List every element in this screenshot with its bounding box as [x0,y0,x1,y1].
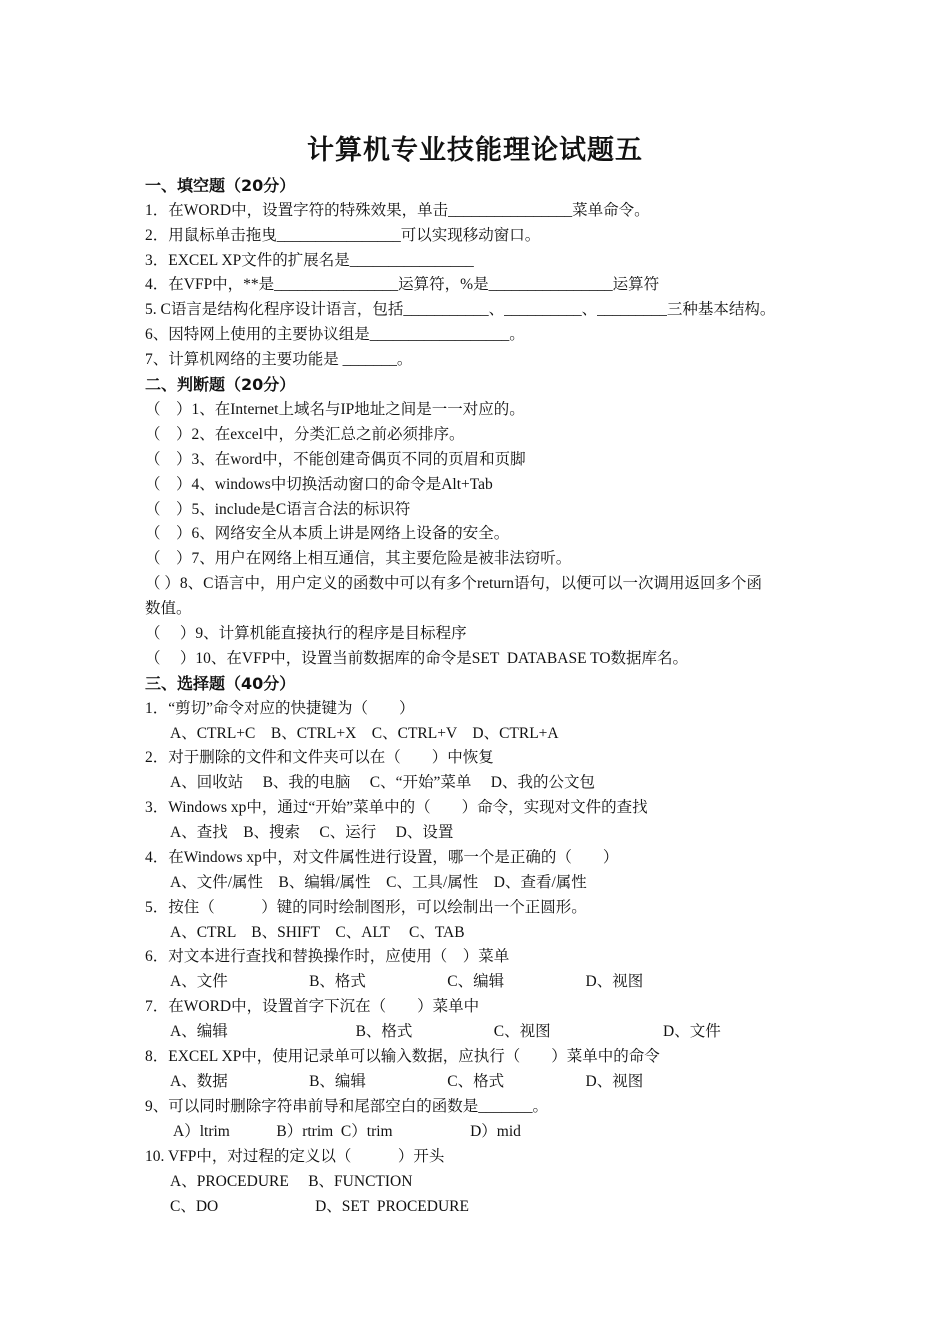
answer-options: A、回收站 B、我的电脑 C、“开始”菜单 D、我的公文包 [170,774,595,791]
answer-options: A、查找 B、搜索 C、运行 D、设置 [170,824,454,841]
question-item: 8．EXCEL XP中，使用记录单可以输入数据，应执行（ ）菜单中的命令 [145,1048,660,1065]
page-title: 计算机专业技能理论试题五 [307,135,643,166]
question-item: （ ）1、在Internet上域名与IP地址之间是一一对应的。 [145,401,525,418]
question-item-continued: 数值。 [145,600,192,617]
question-item: 6、因特网上使用的主要协议组是__________________。 [145,326,525,343]
question-item: 1．在WORD中，设置字符的特殊效果，单击________________菜单命令。 [145,202,650,219]
question-item: 5. C语言是结构化程序设计语言，包括___________、__________、_________三种基本结构。 [145,301,776,318]
section-heading-true-false: 二、判断题（20分） [145,375,296,394]
question-item: （ ）8、C语言中，用户定义的函数中可以有多个return语句，以便可以一次调用返回多个函 [145,575,762,592]
question-item: 7．在WORD中，设置首字下沉在（ ）菜单中 [145,998,480,1015]
question-item: 9、可以同时删除字符串前导和尾部空白的函数是_______。 [145,1098,549,1115]
question-item: （ ）6、网络安全从本质上讲是网络上设备的安全。 [145,525,510,542]
question-item: （ ）5、include是C语言合法的标识符 [145,501,411,518]
answer-options: A、CTRL B、SHIFT C、ALT C、TAB [170,924,465,941]
question-item: （ ）7、用户在网络上相互通信，其主要危险是被非法窃听。 [145,550,572,567]
question-item: 10. VFP中，对过程的定义以（ ）开头 [145,1148,445,1165]
answer-options: A、数据 B、编辑 C、格式 D、视图 [170,1073,644,1090]
answer-options: A、编辑 B、格式 C、视图 D、文件 [170,1023,721,1040]
question-item: 5．按住（ ）键的同时绘制图形，可以绘制出一个正圆形。 [145,899,587,916]
question-item: （ ）2、在excel中，分类汇总之前必须排序。 [145,426,465,443]
question-item: 7、计算机网络的主要功能是 _______。 [145,351,413,368]
question-item: 4．在VFP中，**是________________运算符，%是________________运算符 [145,276,660,293]
question-item: 4．在Windows xp中，对文件属性进行设置，哪一个是正确的（ ） [145,849,619,866]
answer-options: A、CTRL+C B、CTRL+X C、CTRL+V D、CTRL+A [170,725,559,742]
answer-options: A、PROCEDURE B、FUNCTION [170,1173,413,1190]
question-item: 2．对于删除的文件和文件夹可以在（ ）中恢复 [145,749,494,766]
answer-options: A、文件/属性 B、编辑/属性 C、工具/属性 D、查看/属性 [170,874,587,891]
question-item: 3．Windows xp中，通过“开始”菜单中的（ ）命令，实现对文件的查找 [145,799,648,816]
question-item: 2．用鼠标单击拖曳________________可以实现移动窗口。 [145,227,541,244]
question-item: （ ）9、计算机能直接执行的程序是目标程序 [145,625,467,642]
section-heading-fill-in: 一、填空题（20分） [145,176,296,195]
answer-options: A）ltrim B）rtrim C）trim D）mid [170,1123,521,1140]
answer-options: C、DO D、SET PROCEDURE [170,1198,469,1215]
answer-options: A、文件 B、格式 C、编辑 D、视图 [170,973,644,990]
question-item: （ ）3、在word中，不能创建奇偶页不同的页眉和页脚 [145,451,526,468]
section-heading-multiple-choice: 三、选择题（40分） [145,674,296,693]
question-item: 3．EXCEL XP文件的扩展名是________________ [145,252,474,269]
question-item: 6．对文本进行查找和替换操作时，应使用（ ）菜单 [145,948,510,965]
question-item: 1．“剪切”命令对应的快捷键为（ ） [145,700,415,717]
question-item: （ ）10、在VFP中，设置当前数据库的命令是SET DATABASE TO数据库名。 [145,650,689,667]
question-item: （ ）4、windows中切换活动窗口的命令是Alt+Tab [145,476,493,493]
